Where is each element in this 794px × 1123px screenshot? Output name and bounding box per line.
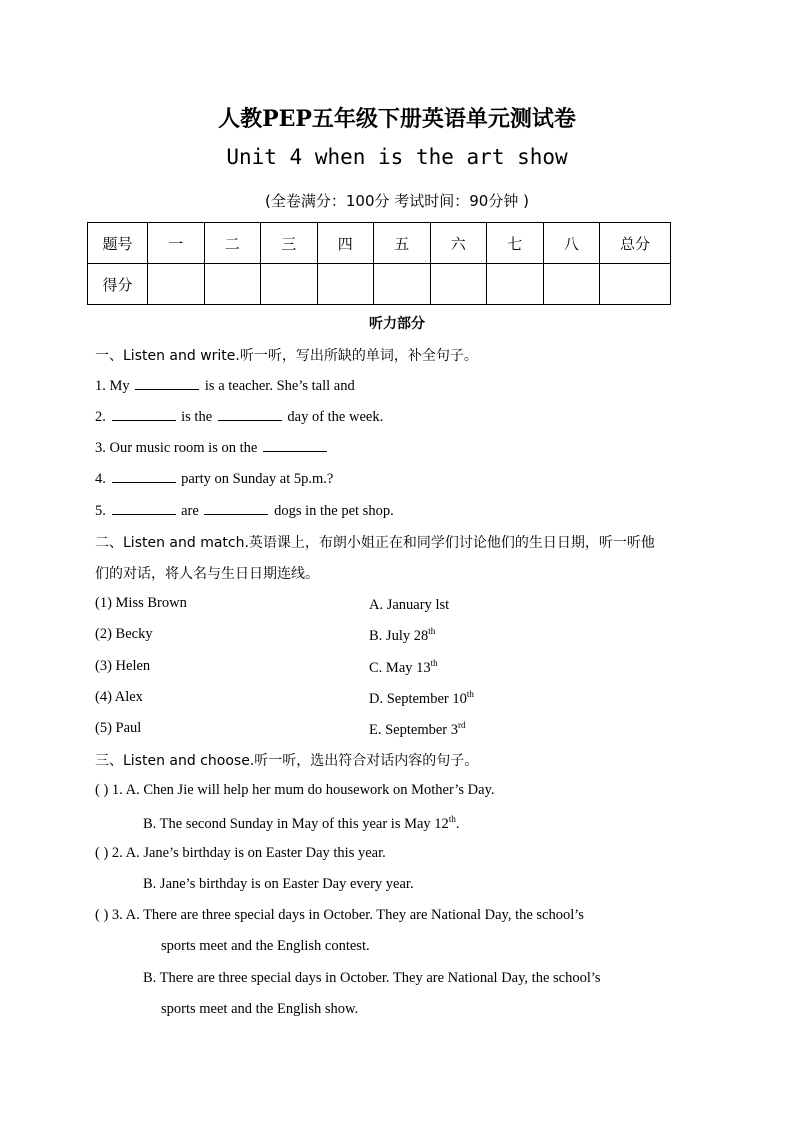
item-text: party on Sunday at 5p.m.? — [181, 471, 334, 487]
unit-title: Unit 4 when is the art show — [226, 145, 568, 169]
score-header-cell: 四 — [317, 223, 374, 264]
match-right-text: D. September 10 — [369, 690, 467, 707]
answer-blank[interactable] — [112, 470, 176, 483]
match-left-item: (4) Alex — [95, 689, 143, 705]
exam-info: (全卷满分：100分 考试时间：90分钟 ) — [265, 192, 529, 210]
answer-blank[interactable] — [204, 502, 268, 515]
ordinal-suffix: th — [448, 814, 456, 824]
part1-item-5 — [95, 502, 394, 520]
match-right-text: A. January lst — [369, 596, 450, 613]
score-header-cell: 六 — [430, 223, 487, 264]
score-cell[interactable] — [148, 264, 205, 305]
ordinal-suffix: th — [430, 658, 438, 668]
part2-heading-line2: 们的对话，将人名与生日日期连线。 — [95, 566, 319, 582]
match-left-item: (1) Miss Brown — [95, 595, 187, 611]
match-right-item — [369, 658, 438, 677]
answer-blank[interactable] — [135, 377, 199, 390]
item-text: 2. — [95, 409, 106, 425]
score-table — [87, 222, 671, 305]
ordinal-suffix: th — [428, 626, 436, 636]
score-cell[interactable] — [374, 264, 431, 305]
option-text: B. The second Sunday in May of this year is May 12 — [143, 815, 449, 832]
question-1-option-b — [143, 814, 459, 833]
match-left-item: (2) Becky — [95, 626, 153, 642]
score-header-cell: 三 — [261, 223, 318, 264]
item-text: is a teacher. She’s tall and — [204, 378, 355, 394]
score-header-cell: 一 — [148, 223, 205, 264]
match-right-text: C. May 13 — [369, 659, 431, 676]
score-row-label: 得分 — [88, 264, 148, 305]
question-2-option-b: B. Jane’s birthday is on Easter Day every year. — [143, 876, 414, 892]
match-right-text: E. September 3 — [369, 721, 458, 738]
listening-section-title: 听力部分 — [369, 316, 425, 332]
item-text: is the — [181, 409, 213, 425]
score-header-cell: 七 — [487, 223, 544, 264]
part1-item-2 — [95, 408, 383, 426]
match-right-item — [369, 626, 435, 645]
question-1-option-a: ( ) 1. A. Chen Jie will help her mum do housework on Mother’s Day. — [95, 782, 495, 798]
score-header-cell: 题号 — [88, 223, 148, 264]
question-2-option-a: ( ) 2. A. Jane’s birthday is on Easter Day this year. — [95, 845, 386, 861]
option-text: . — [455, 815, 460, 832]
item-text: 4. — [95, 471, 106, 487]
item-text: 3. Our music room is on the — [95, 440, 258, 456]
score-cell[interactable] — [430, 264, 487, 305]
part1-item-3 — [95, 439, 329, 457]
match-right-item — [369, 595, 449, 614]
match-right-item — [369, 689, 474, 708]
score-header-cell: 八 — [543, 223, 600, 264]
score-header-cell: 五 — [374, 223, 431, 264]
question-3-option-b-cont: sports meet and the English show. — [161, 1001, 359, 1017]
score-table-header-row — [88, 223, 671, 264]
item-text: are — [181, 503, 199, 519]
answer-blank[interactable] — [112, 408, 176, 421]
item-text: day of the week. — [287, 409, 384, 425]
score-header-cell: 二 — [204, 223, 261, 264]
score-header-cell: 总分 — [600, 223, 671, 264]
match-left-item: (3) Helen — [95, 658, 151, 674]
score-cell[interactable] — [543, 264, 600, 305]
match-left-item: (5) Paul — [95, 720, 142, 736]
score-table-score-row — [88, 264, 671, 305]
item-text: 5. — [95, 503, 106, 519]
match-right-text: B. July 28 — [369, 627, 429, 644]
item-text: dogs in the pet shop. — [274, 503, 394, 519]
score-cell[interactable] — [600, 264, 671, 305]
ordinal-suffix: th — [466, 689, 474, 699]
item-text: 1. My — [95, 378, 130, 394]
score-cell[interactable] — [261, 264, 318, 305]
score-cell[interactable] — [204, 264, 261, 305]
score-cell[interactable] — [317, 264, 374, 305]
exam-title: 人教PEP五年级下册英语单元测试卷 — [218, 106, 576, 132]
part3-heading: 三、Listen and choose.听一听，选出符合对话内容的句子。 — [95, 753, 479, 769]
score-cell[interactable] — [487, 264, 544, 305]
answer-blank[interactable] — [218, 408, 282, 421]
answer-blank[interactable] — [112, 502, 176, 515]
part2-heading-line1: 二、Listen and match.英语课上，布朗小姐正在和同学们讨论他们的生日日期，听一听他 — [95, 535, 655, 551]
question-3-option-a: ( ) 3. A. There are three special days in October. They are National Day, the school’s — [95, 907, 584, 923]
question-3-option-b: B. There are three special days in October. They are National Day, the school’s — [143, 970, 601, 986]
answer-blank[interactable] — [263, 439, 327, 452]
question-3-option-a-cont: sports meet and the English contest. — [161, 938, 370, 954]
ordinal-suffix: rd — [458, 720, 466, 730]
match-right-item — [369, 720, 466, 739]
part1-item-1 — [95, 377, 355, 395]
part1-heading: 一、Listen and write.听一听，写出所缺的单词，补全句子。 — [95, 348, 478, 364]
part1-item-4 — [95, 470, 333, 488]
